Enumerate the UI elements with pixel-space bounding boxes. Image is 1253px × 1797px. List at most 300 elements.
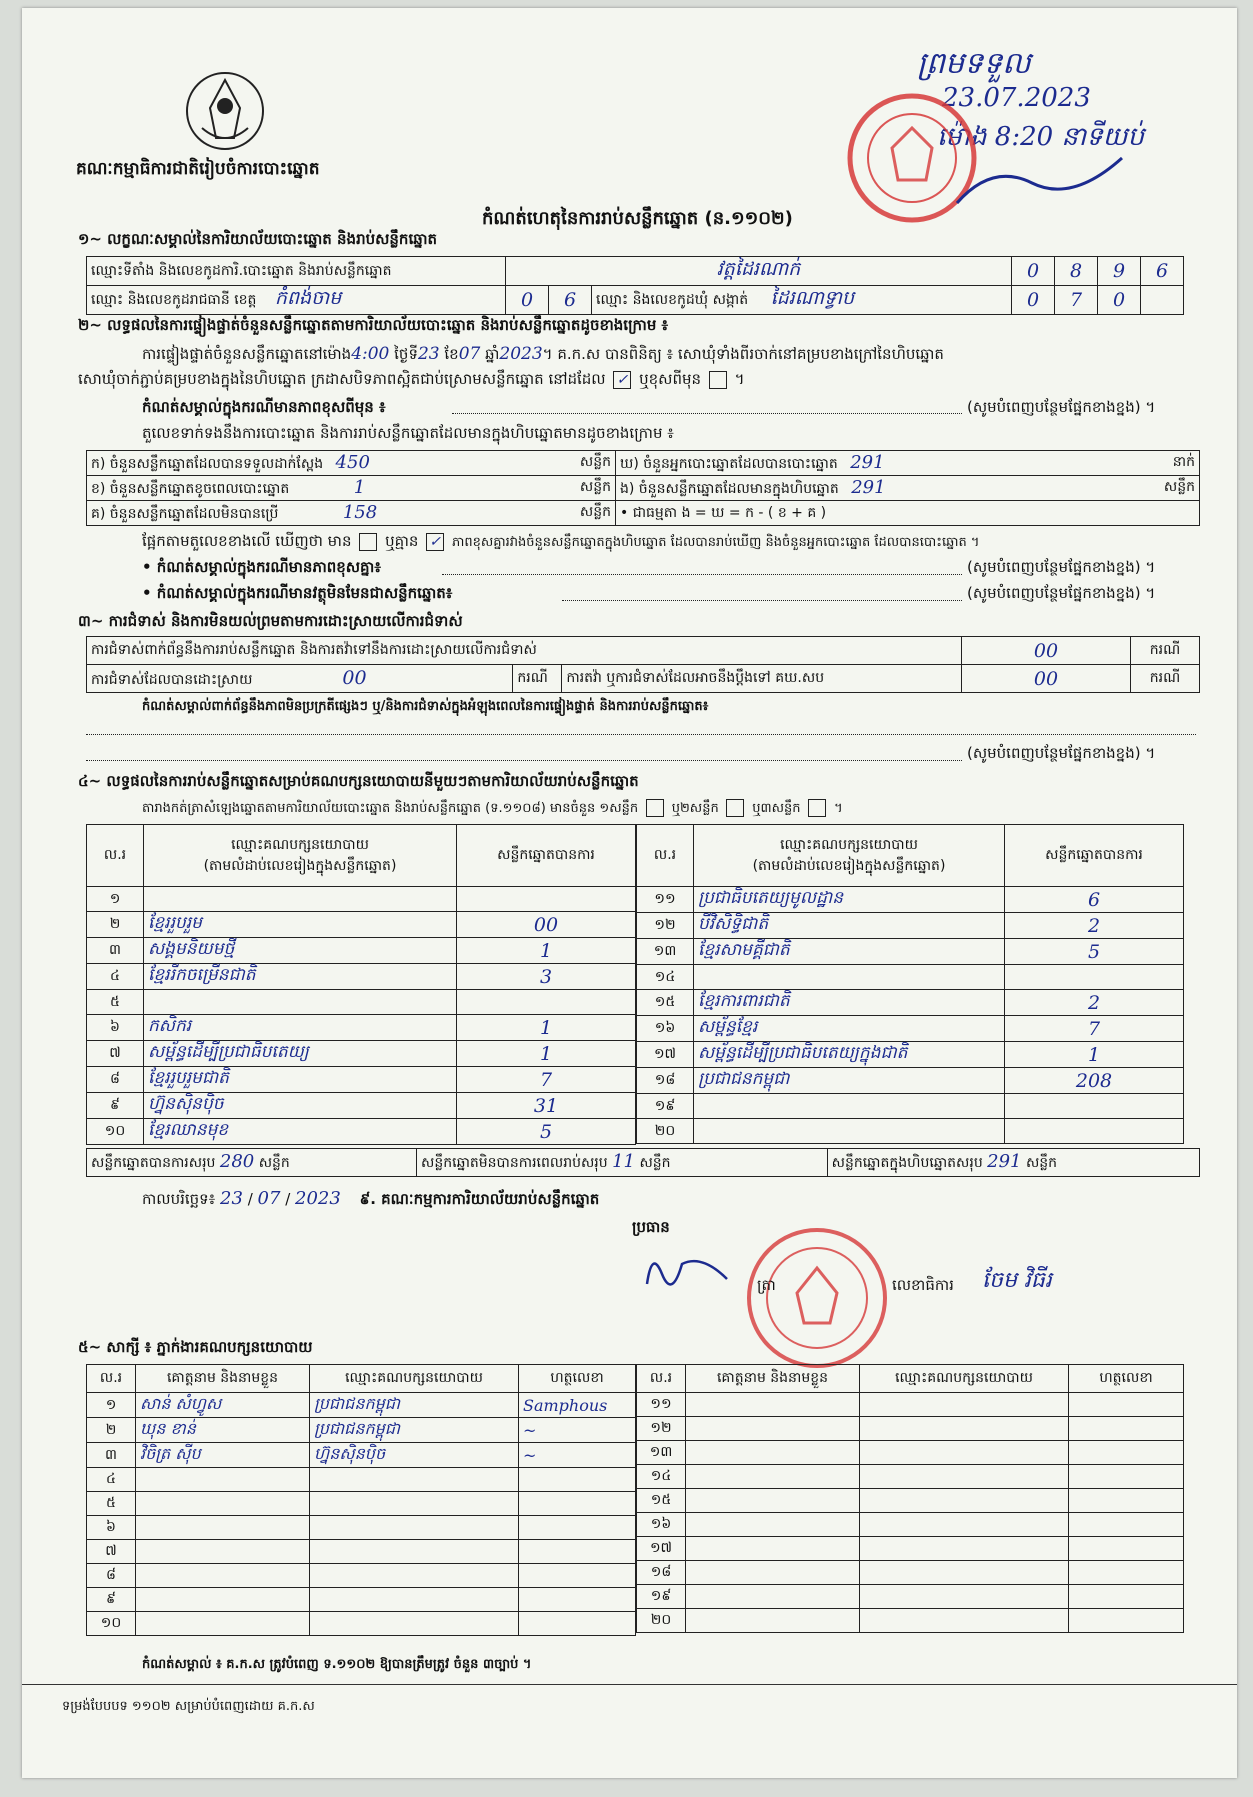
col-votes-header: សន្លឹកឆ្នោតបានការ	[1005, 825, 1184, 887]
vote-row-party	[694, 1094, 1005, 1119]
footer-divider	[22, 1684, 1237, 1685]
vote-row-party: បីវិសិទ្ធិជាតិ	[694, 913, 1005, 939]
witness-empty-cell	[686, 1585, 860, 1609]
vote-row-party	[694, 965, 1005, 990]
witness-party	[310, 1612, 519, 1636]
valid-total-value: 280	[219, 1151, 255, 1172]
handwritten-receipt-line1: ព្រមទទួល	[917, 46, 1031, 81]
diff-note-line	[452, 413, 962, 414]
vote-row-party: ខ្មែររួបរួមជាតិ	[144, 1067, 457, 1093]
witness-no: ៩	[87, 1588, 136, 1612]
vote-row-party: ប្រជាធិបតេយ្យមូលដ្ឋាន	[694, 887, 1005, 913]
witness-name	[136, 1468, 310, 1492]
vote-row	[637, 1016, 1184, 1042]
count-b-cell	[87, 476, 616, 501]
unit: សន្លឹក	[1025, 1155, 1058, 1171]
irregularity-line-1	[86, 734, 1196, 735]
witness-table-left	[86, 1364, 636, 1636]
col-party-title: ឈ្មោះគណបក្សនយោបាយ	[780, 836, 918, 853]
count-e-cell	[616, 476, 1200, 501]
vote-row-no: ៦	[87, 1015, 144, 1041]
witness-no: ៤	[87, 1468, 136, 1492]
date-line: កាលបរិច្ឆេទ៖ 23 / 07 / 2023 ៩. គណៈកម្មការការិយាល័យរាប់សន្លឹកឆ្នោត	[142, 1188, 600, 1209]
col-party-header	[144, 825, 457, 887]
unit-ballot: សន្លឹក	[1163, 478, 1195, 495]
vote-row-votes: 3	[457, 964, 636, 990]
witness-empty-cell	[1069, 1393, 1184, 1417]
fill-more-note: (សូមបំពេញបន្ថែមផ្នែកខាងខ្នង) ។	[967, 744, 1156, 762]
vote-row-votes	[1005, 1094, 1184, 1119]
vote-row	[87, 964, 636, 990]
witness-row	[637, 1537, 1184, 1561]
witness-row	[87, 1393, 636, 1418]
verify-line2-text: សោឃុំចាក់ភ្ជាប់គម្របខាងក្នុងនៃហិបឆ្នោត ក្រដាសបិទភាពស្អិតជាប់ស្រោមសន្លឹកឆ្នោត នៅដដែល	[78, 370, 606, 388]
unit-case: ករណី	[1131, 637, 1200, 665]
witness-row	[637, 1465, 1184, 1489]
witness-empty-cell	[860, 1609, 1069, 1633]
count-a-value: 450	[335, 451, 370, 473]
vote-row	[87, 912, 636, 938]
witness-no: ១៦	[637, 1513, 686, 1537]
vote-row-party: ហ្វ៊ុនស៊ិនប៉ិច	[144, 1093, 457, 1119]
date-label: កាលបរិច្ឆេទ៖	[142, 1190, 216, 1208]
vote-row-no: ១១	[637, 887, 694, 913]
location-code-digit: 9	[1098, 257, 1141, 286]
witness-empty-cell	[686, 1465, 860, 1489]
witness-sig	[519, 1540, 636, 1564]
vote-row	[637, 1042, 1184, 1068]
witness-empty-cell	[860, 1561, 1069, 1585]
secretary-signature: ចែម វិធីរ	[982, 1268, 1052, 1293]
witness-empty-cell	[1069, 1417, 1184, 1441]
witness-row	[637, 1513, 1184, 1537]
vote-row-party: ខ្មែរការពារជាតិ	[694, 990, 1005, 1016]
vote-row-no: ៧	[87, 1041, 144, 1067]
objections-label: ការជំទាស់ពាក់ព័ន្ធនឹងការរាប់សន្លឹកឆ្នោត និងការតវ៉ាទៅនឹងការដោះស្រាយលើការជំទាស់	[87, 637, 962, 665]
witness-no: ១៥	[637, 1489, 686, 1513]
vote-row-no: ៩	[87, 1093, 144, 1119]
verify-day-label: ថ្ងៃទី	[394, 345, 418, 363]
vote-row-votes: 6	[1005, 887, 1184, 913]
vote-row-party: ប្រជាជនកម្ពុជា	[694, 1068, 1005, 1094]
witness-empty-cell	[860, 1417, 1069, 1441]
date-year: 2023	[295, 1188, 341, 1209]
no-difference-label: ឬគ្មាន	[385, 532, 419, 550]
count-b-value: 1	[353, 476, 366, 498]
witness-name	[136, 1540, 310, 1564]
witness-sig: ~	[519, 1418, 636, 1443]
province-value: កំពង់ចាម	[274, 287, 342, 309]
date-day: 23	[220, 1188, 243, 1209]
witness-no: ១៤	[637, 1465, 686, 1489]
witness-name: ឃុន ខាន់	[136, 1418, 310, 1443]
unit: សន្លឹក	[258, 1155, 290, 1171]
three-sheet-checkbox[interactable]	[808, 799, 826, 817]
count-e-value: 291	[851, 476, 886, 498]
witness-party	[310, 1588, 519, 1612]
col-party-title: ឈ្មោះគណបក្សនយោបាយ	[231, 836, 369, 853]
witness-empty-cell	[860, 1393, 1069, 1417]
witness-name: សាន់ សំហ្វូស	[136, 1393, 310, 1418]
unit-case: ករណី	[1131, 665, 1200, 693]
vote-row	[87, 887, 636, 912]
witness-name	[136, 1588, 310, 1612]
office-label: ៩. គណៈកម្មការការិយាល័យរាប់សន្លឹកឆ្នោត	[359, 1190, 600, 1208]
verify-line1-text: ។ គ.ក.ស បានពិនិត្យ ៖ សោឃុំទាំងពីរចាក់នៅគម្របខាងក្រៅនៃហិបឆ្នោត	[542, 345, 944, 363]
president-label: ប្រធាន	[632, 1218, 670, 1236]
witness-empty-cell	[860, 1537, 1069, 1561]
section1-heading: ១~ លក្ខណៈសម្គាល់នៃការិយាល័យបោះឆ្នោត និងរាប់សន្លឹកឆ្នោត	[78, 230, 438, 248]
has-difference-checkbox[interactable]	[359, 533, 377, 551]
invalid-total-value: 11	[612, 1151, 635, 1172]
two-sheet-checkbox[interactable]	[726, 799, 744, 817]
wit-col-sig: ហត្ថលេខា	[1069, 1365, 1184, 1393]
witness-empty-cell	[860, 1513, 1069, 1537]
witness-party	[310, 1540, 519, 1564]
vote-row-party: ខ្មែរសាមគ្គីជាតិ	[694, 939, 1005, 965]
location-label: ឈ្មោះទីតាំង និងលេខកូដការិ.បោះឆ្នោត និងរាប់សន្លឹកឆ្នោត	[87, 257, 506, 286]
witness-row	[87, 1612, 636, 1636]
compare-text: ភាពខុសគ្នារវាងចំនួនសន្លឹកឆ្នោតក្នុងហិបឆ្នោត ដែលបានរាប់ឃើញ និងចំនួនអ្នកបោះឆ្នោត ដែលបានបោះឆ្នោត ។	[451, 535, 980, 550]
vote-row-votes: 7	[1005, 1016, 1184, 1042]
witness-row	[87, 1564, 636, 1588]
col-party-subtitle: (តាមលំដាប់លេខរៀងក្នុងសន្លឹកឆ្នោត)	[203, 857, 397, 874]
unit-case: ករណី	[513, 665, 562, 693]
fill-more-note: (សូមបំពេញបន្ថែមផ្នែកខាងខ្នង) ។	[967, 584, 1156, 602]
handwritten-receipt-date: 23.07.2023	[942, 83, 1091, 113]
vote-row	[637, 1119, 1184, 1144]
wit-col-sig: ហត្ថលេខា	[519, 1365, 636, 1393]
vote-row	[637, 965, 1184, 990]
vote-row-no: ១៨	[637, 1068, 694, 1094]
commission-name: គណៈកម្មាធិការជាតិរៀបចំការបោះឆ្នោត	[76, 159, 320, 179]
verify-year: 2023	[499, 344, 543, 364]
vote-row-votes: 1	[457, 938, 636, 964]
province-code-digit: 0	[506, 286, 549, 315]
verify-day: 23	[417, 344, 440, 364]
vote-row	[87, 990, 636, 1015]
vote-row-votes: 00	[457, 912, 636, 938]
vote-row	[637, 913, 1184, 939]
witness-name	[136, 1564, 310, 1588]
vote-row-party: ខ្មែររីកចម្រើនជាតិ	[144, 964, 457, 990]
period: ។	[734, 370, 745, 388]
vote-row-votes: 1	[457, 1041, 636, 1067]
counts-table	[86, 450, 1200, 526]
witness-sig	[519, 1588, 636, 1612]
vote-row	[87, 1015, 636, 1041]
verify-line2	[78, 370, 744, 392]
vote-row-party	[144, 887, 457, 912]
verify-month: 07	[458, 344, 481, 364]
witness-row	[87, 1540, 636, 1564]
col-party-header	[694, 825, 1005, 887]
two-sheet-label: ឬ២សន្លឹក	[671, 801, 719, 816]
wit-col-no: ល.រ	[87, 1365, 136, 1393]
witness-party	[310, 1564, 519, 1588]
box-total-value: 291	[987, 1151, 1022, 1172]
witness-name	[136, 1492, 310, 1516]
handwritten-receipt-time: ម៉ោង 8:20 នាទីយប់	[937, 122, 1144, 152]
wit-col-name: គោត្តនាម និងនាមខ្លួន	[136, 1365, 310, 1393]
witness-row	[637, 1585, 1184, 1609]
witness-party: ហ្វ៊ុនស៊ិនប៉ិច	[310, 1443, 519, 1468]
vote-row-votes	[457, 887, 636, 912]
count-a-label: ក) ចំនួនសន្លឹកឆ្នោតដែលបានទទួលដាក់ស្ពែង	[91, 455, 324, 472]
vote-row-no: ២	[87, 912, 144, 938]
wit-col-party: ឈ្មោះគណបក្សនយោបាយ	[310, 1365, 519, 1393]
fill-more-note: (សូមបំពេញបន្ថែមផ្នែកខាងខ្នង) ។	[967, 558, 1156, 576]
section5-heading: ៥~ សាក្សី ៖ ភ្នាក់ងារគណបក្សនយោបាយ	[78, 1338, 313, 1356]
footnote: កំណត់សម្គាល់ ៖ គ.ក.ស ត្រូវបំពេញ ទ.១១០២ ឱ្យបានត្រឹមត្រូវ ចំនួន ៣ច្បាប់ ។	[142, 1657, 532, 1672]
valid-total-label: សន្លឹកឆ្នោតបានការសរុប	[91, 1155, 216, 1171]
count-d-cell	[616, 451, 1200, 476]
no-difference-checkbox[interactable]: ✓	[426, 533, 444, 551]
votes-table-left	[86, 824, 636, 1145]
witness-no: ១០	[87, 1612, 136, 1636]
witness-no: ២០	[637, 1609, 686, 1633]
compare-line	[142, 532, 979, 554]
different-checkbox[interactable]	[709, 371, 727, 389]
count-c-value: 158	[342, 501, 378, 523]
vote-row	[637, 887, 1184, 913]
province-label-cell	[87, 286, 506, 315]
irregularity-line-2	[86, 760, 962, 761]
vote-row-votes: 7	[457, 1067, 636, 1093]
vote-row-votes: 2	[1005, 990, 1184, 1016]
different-label: ឬខុសពីមុន	[639, 370, 702, 388]
vote-row-no: ៤	[87, 964, 144, 990]
box-total-label: សន្លឹកឆ្នោតក្នុងហិបឆ្នោតសរុប	[831, 1155, 983, 1171]
bullet-difference-line	[442, 574, 962, 575]
vote-row-no: ១៩	[637, 1094, 694, 1119]
vote-row	[87, 1119, 636, 1145]
vote-row	[87, 1067, 636, 1093]
witness-no: ១៩	[637, 1585, 686, 1609]
appeal-label: ការតវ៉ា ឬការជំទាស់ដែលអាចនឹងប្តឹងទៅ គឃ.សប	[562, 665, 962, 693]
witness-row	[637, 1441, 1184, 1465]
objections-value: 00	[962, 637, 1131, 665]
president-signature-icon	[642, 1244, 732, 1294]
one-sheet-checkbox[interactable]	[646, 799, 664, 817]
vote-row-no: ១៧	[637, 1042, 694, 1068]
vote-row-party: សង្គមនិយមថ្មី	[144, 938, 457, 964]
vote-row	[637, 1068, 1184, 1094]
witness-empty-cell	[1069, 1465, 1184, 1489]
witness-empty-cell	[686, 1489, 860, 1513]
vote-row-party: ខ្មែររួបរួម	[144, 912, 457, 938]
commune-value: ដៃរណាទ្វាប	[770, 287, 855, 309]
witness-empty-cell	[1069, 1441, 1184, 1465]
same-checkbox[interactable]: ✓	[613, 371, 631, 389]
witness-empty-cell	[686, 1417, 860, 1441]
witness-row	[87, 1443, 636, 1468]
unit: សន្លឹក	[639, 1155, 671, 1171]
col-votes-header: សន្លឹកឆ្នោតបានការ	[457, 825, 636, 887]
witness-no: ៨	[87, 1564, 136, 1588]
witness-no: ១៨	[637, 1561, 686, 1585]
vote-row-no: ២០	[637, 1119, 694, 1144]
witness-empty-cell	[686, 1441, 860, 1465]
bullet-difference: • កំណត់សម្គាល់ក្នុងករណីមានភាពខុសគ្នា៖	[142, 558, 381, 576]
wit-col-name: គោត្តនាម និងនាមខ្លួន	[686, 1365, 860, 1393]
col-no-header: ល.រ	[87, 825, 144, 887]
unit-ballot: សន្លឹក	[579, 453, 611, 470]
witness-table-right	[636, 1364, 1184, 1633]
vote-row	[637, 990, 1184, 1016]
unit-person: នាក់	[1172, 453, 1195, 470]
red-stamp-bottom-icon	[742, 1223, 892, 1373]
appeal-value: 00	[962, 665, 1131, 693]
witness-party: ប្រជាជនកម្ពុជា	[310, 1418, 519, 1443]
witness-no: ១៣	[637, 1441, 686, 1465]
votes-table-right	[636, 824, 1184, 1144]
vote-row	[637, 1094, 1184, 1119]
verify-year-label: ឆ្នាំ	[485, 345, 500, 363]
vote-row	[637, 939, 1184, 965]
witness-empty-cell	[860, 1441, 1069, 1465]
col-no-header: ល.រ	[637, 825, 694, 887]
objections-table	[86, 636, 1200, 693]
bullet-non-ballot-line	[562, 600, 962, 601]
totals-table	[86, 1148, 1200, 1177]
commune-code-digit: 0	[1012, 286, 1055, 315]
vote-row	[87, 938, 636, 964]
witness-name: វិចិត្រ ស៊ីប	[136, 1443, 310, 1468]
count-a-cell	[87, 451, 616, 476]
witness-sig	[519, 1516, 636, 1540]
vote-row-party: សម្ព័ន្ធខ្មែរ	[694, 1016, 1005, 1042]
vote-row-votes: 208	[1005, 1068, 1184, 1094]
witness-party	[310, 1468, 519, 1492]
wit-col-party: ឈ្មោះគណបក្សនយោបាយ	[860, 1365, 1069, 1393]
witness-row	[637, 1609, 1184, 1633]
location-code-digit: 8	[1055, 257, 1098, 286]
unit-ballot: សន្លឹក	[579, 478, 611, 495]
province-label: ឈ្មោះ និងលេខកូដរាជធានី ខេត្ត	[91, 292, 257, 308]
three-sheet-label: ឬ៣សន្លឹក	[752, 801, 801, 816]
witness-no: ១៧	[637, 1537, 686, 1561]
period: ។	[834, 801, 843, 816]
tally-sheets-label: តារាងកត់ត្រាសំឡេងឆ្នោតតាមការិយាល័យបោះឆ្នោត និងរាប់សន្លឹកឆ្នោត (ទ.១១០៨) មានចំនួន ១សន្លឹក	[142, 801, 639, 816]
vote-row-votes: 5	[1005, 939, 1184, 965]
witness-row	[637, 1561, 1184, 1585]
witness-row	[87, 1588, 636, 1612]
vote-row-no: ១៥	[637, 990, 694, 1016]
location-code-digit: 6	[1141, 257, 1184, 286]
wit-col-no: ល.រ	[637, 1365, 686, 1393]
ballot-count-form	[22, 8, 1237, 1778]
stamp-label: ត្រា	[757, 1276, 776, 1294]
witness-empty-cell	[686, 1609, 860, 1633]
count-d-label: ឃ) ចំនួនអ្នកបោះឆ្នោតដែលបានបោះឆ្នោត	[620, 455, 838, 472]
irregularity-note: កំណត់សម្គាល់ពាក់ព័ន្ធនឹងភាពមិនប្រក្រតីផ្សេងៗ ឬ/និងការជំទាស់ក្នុងអំឡុងពេលនៃការផ្ទៀងផ្ទាត់ និងការរាប់សន្លឹកឆ្នោត៖	[142, 699, 709, 714]
witness-no: ២	[87, 1418, 136, 1443]
verify-month-label: ខែ	[444, 345, 459, 363]
resolved-value: 00	[342, 666, 367, 689]
signature-top-icon	[952, 153, 1132, 213]
vote-row-votes: 1	[1005, 1042, 1184, 1068]
witness-row	[87, 1468, 636, 1492]
vote-row-no: ៣	[87, 938, 144, 964]
witness-empty-cell	[1069, 1489, 1184, 1513]
witness-empty-cell	[860, 1585, 1069, 1609]
vote-row-party: ខ្មែរឈានមុខ	[144, 1119, 457, 1145]
vote-row-no: ៥	[87, 990, 144, 1015]
count-b-label: ខ) ចំនួនសន្លឹកឆ្នោតខូចពេលបោះឆ្នោត	[91, 480, 290, 497]
fill-more-note: (សូមបំពេញបន្ថែមផ្នែកខាងខ្នង) ។	[967, 398, 1156, 416]
witness-party	[310, 1516, 519, 1540]
valid-total-cell	[87, 1149, 417, 1177]
nec-emblem-icon	[182, 68, 268, 154]
witness-row	[637, 1393, 1184, 1417]
witness-empty-cell	[1069, 1585, 1184, 1609]
witness-empty-cell	[686, 1537, 860, 1561]
witness-empty-cell	[1069, 1561, 1184, 1585]
vote-row	[87, 1093, 636, 1119]
count-c-cell	[87, 501, 616, 526]
vote-row-no: ១៣	[637, 939, 694, 965]
location-code-digit: 0	[1012, 257, 1055, 286]
vote-row-votes	[1005, 1119, 1184, 1144]
vote-row-votes: 5	[457, 1119, 636, 1145]
formula: • ជាធម្មតា ង = ឃ = ក - ( ខ + គ )	[616, 501, 1200, 526]
diff-note-label: កំណត់សម្គាល់ក្នុងករណីមានភាពខុសពីមុន ៖	[142, 398, 386, 416]
section1-table	[86, 256, 1184, 315]
vote-row	[87, 1041, 636, 1067]
vote-row-no: ១០	[87, 1119, 144, 1145]
witness-row	[637, 1489, 1184, 1513]
vote-row-votes: 1	[457, 1015, 636, 1041]
empty-cell	[1141, 286, 1184, 315]
verify-line1	[142, 344, 944, 367]
bullet-non-ballot: • កំណត់សម្គាល់ក្នុងករណីមានវត្ថុមិនមែនជាសន្លឹកឆ្នោត៖	[142, 584, 453, 602]
commune-code-digit: 7	[1055, 286, 1098, 315]
section4-heading: ៤~ លទ្ធផលនៃការរាប់សន្លឹកឆ្នោតសម្រាប់គណបក្សនយោបាយនីមួយៗតាមការិយាល័យរាប់សន្លឹកឆ្នោត	[78, 772, 639, 790]
province-code-digit: 6	[549, 286, 592, 315]
vote-row-party: សម្ព័ន្ធដើម្បីប្រជាធិបតេយ្យ	[144, 1041, 457, 1067]
vote-row-party: កសិករ	[144, 1015, 457, 1041]
witness-no: ៦	[87, 1516, 136, 1540]
vote-row-votes: 2	[1005, 913, 1184, 939]
witness-no: ៣	[87, 1443, 136, 1468]
invalid-total-label: សន្លឹកឆ្នោតមិនបានការពេលរាប់សរុប	[421, 1155, 608, 1171]
witness-empty-cell	[1069, 1513, 1184, 1537]
counts-intro: តួលេខទាក់ទងនឹងការបោះឆ្នោត និងការរាប់សន្លឹកឆ្នោតដែលមានក្នុងហិបឆ្នោតមានដូចខាងក្រោម ៖	[142, 424, 674, 442]
witness-no: ១២	[637, 1417, 686, 1441]
date-month: 07	[257, 1188, 281, 1209]
tally-sheets-line	[142, 798, 843, 819]
witness-empty-cell	[860, 1489, 1069, 1513]
witness-sig	[519, 1612, 636, 1636]
col-party-subtitle: (តាមលំដាប់លេខរៀងក្នុងសន្លឹកឆ្នោត)	[752, 857, 946, 874]
verify-time-label: ការផ្ទៀងផ្ទាត់ចំនួនសន្លឹកឆ្នោតនៅម៉ោង	[142, 345, 352, 363]
witness-no: ១១	[637, 1393, 686, 1417]
witness-sig: ~	[519, 1443, 636, 1468]
witness-empty-cell	[686, 1561, 860, 1585]
location-value: វត្តដៃរណាក់	[506, 257, 1012, 286]
witness-party: ប្រជាជនកម្ពុជា	[310, 1393, 519, 1418]
witness-empty-cell	[686, 1513, 860, 1537]
form-title: កំណត់ហេតុនៃការរាប់សន្លឹកឆ្នោត (ន.១១០២)	[482, 208, 793, 229]
witness-no: ៧	[87, 1540, 136, 1564]
vote-row-votes: 31	[457, 1093, 636, 1119]
vote-row-party: សម្ព័ន្ធដើម្បីប្រជាធិបតេយ្យក្នុងជាតិ	[694, 1042, 1005, 1068]
compare-label: ផ្អែកតាមតួលេខខាងលើ ឃើញថា មាន	[142, 532, 352, 550]
witness-no: ៥	[87, 1492, 136, 1516]
witness-sig: Samphous	[519, 1393, 636, 1418]
witness-empty-cell	[1069, 1609, 1184, 1633]
